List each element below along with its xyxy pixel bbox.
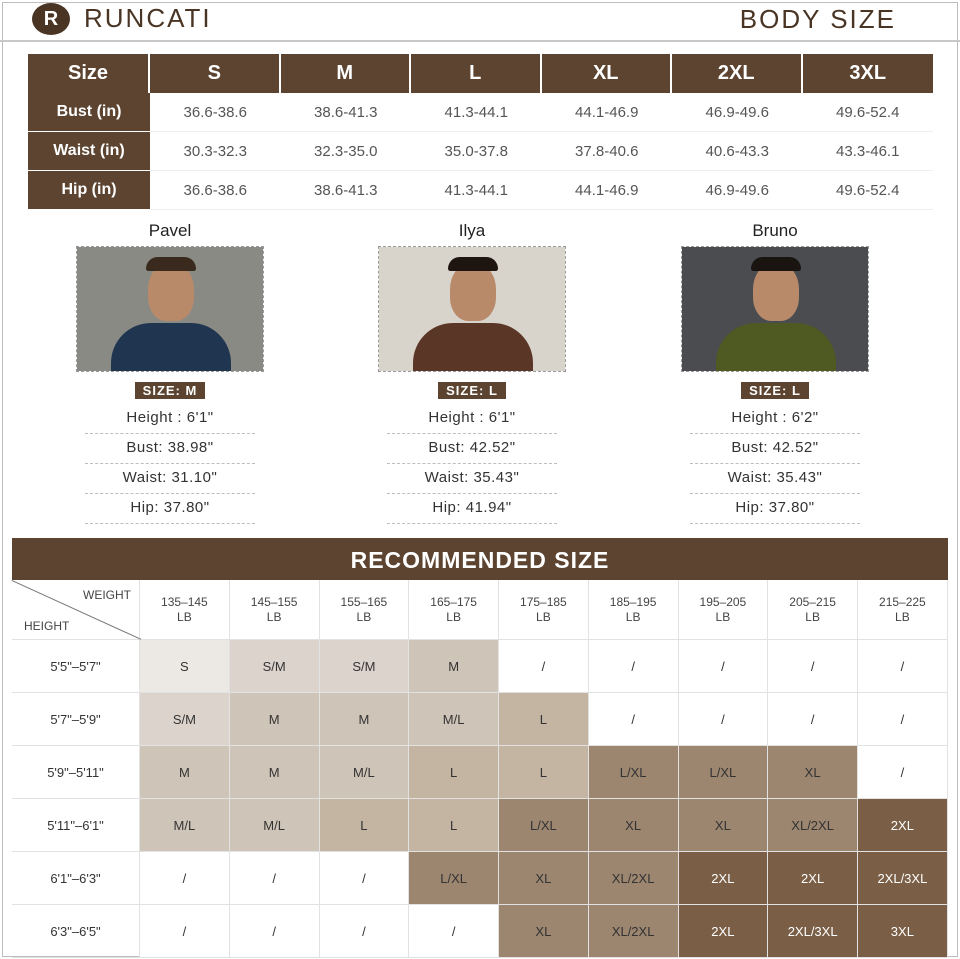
recommended-size-cell: M/L bbox=[320, 746, 410, 799]
table-row bbox=[28, 93, 933, 132]
recommended-size-cell: M bbox=[230, 746, 320, 799]
recommended-size-cell: L/XL bbox=[499, 799, 589, 852]
size-tag: SIZE: L bbox=[438, 382, 506, 399]
recommended-size-cell: 2XL bbox=[679, 905, 769, 958]
model-bust: Bust: 38.98" bbox=[85, 434, 255, 464]
brand-name: RUNCATI bbox=[84, 3, 212, 33]
recommended-size-cell: 2XL bbox=[679, 852, 769, 905]
weight-range: 205–215 bbox=[789, 594, 836, 609]
model-figure-hair bbox=[751, 257, 801, 271]
table-row bbox=[12, 799, 948, 852]
recommended-size-cell: / bbox=[320, 852, 410, 905]
table-cell: 30.3-32.3 bbox=[150, 132, 281, 171]
weight-range: 135–145 bbox=[161, 594, 208, 609]
model-name: Bruno bbox=[752, 221, 798, 240]
recommended-size-cell: XL bbox=[499, 852, 589, 905]
recommended-size-cell: 3XL bbox=[858, 905, 948, 958]
weight-range: 195–205 bbox=[699, 594, 747, 609]
weight-column-header bbox=[679, 580, 769, 640]
height-axis-label: HEIGHT bbox=[24, 619, 70, 633]
model-height: Height : 6'2" bbox=[690, 404, 860, 434]
model-figure-hair bbox=[146, 257, 196, 271]
recommended-size-cell: L bbox=[409, 746, 499, 799]
recommended-size-grid bbox=[12, 580, 948, 958]
header bbox=[0, 0, 960, 40]
recommended-size-cell: / bbox=[679, 640, 769, 693]
recommended-size-cell: M bbox=[409, 640, 499, 693]
recommended-size-cell: 2XL/3XL bbox=[858, 852, 948, 905]
recommended-size-cell: / bbox=[858, 640, 948, 693]
weight-column-header bbox=[589, 580, 679, 640]
recommended-size-cell: XL bbox=[589, 799, 679, 852]
recommended-size-cell: M bbox=[320, 693, 410, 746]
weight-unit: LB bbox=[625, 609, 641, 624]
size-column-header: L bbox=[411, 54, 542, 93]
table-cell: 37.8-40.6 bbox=[542, 132, 673, 171]
model-figure-torso bbox=[111, 323, 231, 372]
recommended-size-cell: / bbox=[320, 905, 410, 958]
table-row bbox=[12, 640, 948, 693]
recommended-size-cell: M/L bbox=[230, 799, 320, 852]
table-cell: 40.6-43.3 bbox=[672, 132, 803, 171]
recommended-size-cell: L/XL bbox=[409, 852, 499, 905]
weight-unit: LB bbox=[177, 609, 192, 624]
table-cell: 46.9-49.6 bbox=[672, 171, 803, 210]
recommended-size-cell: XL/2XL bbox=[768, 799, 858, 852]
weight-range: 175–185 bbox=[520, 594, 567, 609]
height-row-header: 5'7"–5'9" bbox=[12, 693, 140, 746]
model-card bbox=[70, 220, 270, 524]
model-waist: Waist: 31.10" bbox=[85, 464, 255, 494]
weight-range: 185–195 bbox=[609, 594, 657, 609]
recommended-size-cell: L/XL bbox=[679, 746, 769, 799]
weight-unit: LB bbox=[266, 609, 282, 624]
recommended-size-cell: / bbox=[140, 905, 230, 958]
recommended-size-cell: S/M bbox=[140, 693, 230, 746]
recommended-size-cell: 2XL bbox=[768, 852, 858, 905]
table-cell: 44.1-46.9 bbox=[542, 93, 673, 132]
table-cell: 49.6-52.4 bbox=[803, 93, 934, 132]
recommended-size-cell: 2XL bbox=[858, 799, 948, 852]
size-chart-header-row bbox=[28, 54, 933, 93]
weight-column-header bbox=[140, 580, 230, 640]
weight-range: 215–225 bbox=[879, 594, 926, 609]
model-name: Pavel bbox=[148, 221, 192, 240]
model-waist: Waist: 35.43" bbox=[690, 464, 860, 494]
size-column-header: Size bbox=[28, 54, 150, 93]
model-name: Ilya bbox=[458, 221, 486, 240]
table-cell: 41.3-44.1 bbox=[411, 93, 542, 132]
model-photo bbox=[378, 246, 566, 372]
recommended-size-cell: / bbox=[409, 905, 499, 958]
row-label: Bust (in) bbox=[28, 93, 150, 132]
size-column-header: 2XL bbox=[672, 54, 803, 93]
model-waist: Waist: 35.43" bbox=[387, 464, 557, 494]
weight-unit: LB bbox=[895, 609, 910, 624]
weight-unit: LB bbox=[536, 609, 551, 624]
weight-unit: LB bbox=[356, 609, 372, 624]
recommended-size-cell: M bbox=[230, 693, 320, 746]
logo-letter: R bbox=[43, 8, 59, 30]
recommended-size-cell: / bbox=[589, 640, 679, 693]
brand-logo-icon bbox=[32, 3, 70, 35]
recommended-size-banner bbox=[12, 538, 948, 580]
weight-unit: LB bbox=[805, 609, 820, 624]
recommended-size-cell: S bbox=[140, 640, 230, 693]
weight-range: 155–165 bbox=[340, 594, 388, 609]
weight-unit: LB bbox=[715, 609, 731, 624]
table-cell: 43.3-46.1 bbox=[803, 132, 934, 171]
recommended-size-cell: / bbox=[230, 905, 320, 958]
weight-column-header bbox=[768, 580, 858, 640]
recommended-size-cell: S/M bbox=[320, 640, 410, 693]
size-column-header: M bbox=[281, 54, 412, 93]
table-cell: 46.9-49.6 bbox=[672, 93, 803, 132]
weight-column-header bbox=[499, 580, 589, 640]
table-cell: 38.6-41.3 bbox=[281, 93, 412, 132]
weight-range: 165–175 bbox=[430, 594, 477, 609]
weight-axis-label: WEIGHT bbox=[83, 588, 131, 602]
recommended-size-cell: XL/2XL bbox=[589, 852, 679, 905]
recommended-size-cell: / bbox=[768, 640, 858, 693]
page-title: BODY SIZE bbox=[739, 4, 896, 34]
recommended-size-cell: M/L bbox=[140, 799, 230, 852]
table-cell: 32.3-35.0 bbox=[281, 132, 412, 171]
recommended-size-cell: / bbox=[499, 640, 589, 693]
model-figure-head bbox=[450, 263, 496, 321]
weight-column-header bbox=[230, 580, 320, 640]
recommended-size-cell: / bbox=[858, 693, 948, 746]
size-column-header: XL bbox=[542, 54, 673, 93]
model-card bbox=[675, 220, 875, 524]
model-height: Height : 6'1" bbox=[387, 404, 557, 434]
model-figure-torso bbox=[413, 323, 533, 372]
table-row bbox=[28, 171, 933, 210]
recommended-size-cell: / bbox=[858, 746, 948, 799]
row-label: Waist (in) bbox=[28, 132, 150, 171]
model-bust: Bust: 42.52" bbox=[690, 434, 860, 464]
height-row-header: 5'5"–5'7" bbox=[12, 640, 140, 693]
model-height: Height : 6'1" bbox=[85, 404, 255, 434]
weight-header-row bbox=[12, 580, 948, 640]
header-divider bbox=[0, 40, 960, 42]
table-cell: 38.6-41.3 bbox=[281, 171, 412, 210]
table-cell: 35.0-37.8 bbox=[411, 132, 542, 171]
model-photo bbox=[681, 246, 869, 372]
model-hip: Hip: 37.80" bbox=[85, 494, 255, 524]
weight-column-header bbox=[409, 580, 499, 640]
recommended-size-cell: XL bbox=[499, 905, 589, 958]
height-row-header: 6'1"–6'3" bbox=[12, 852, 140, 905]
recommended-size-cell: S/M bbox=[230, 640, 320, 693]
model-figure-head bbox=[148, 263, 194, 321]
recommended-size-cell: L/XL bbox=[589, 746, 679, 799]
weight-column-header bbox=[320, 580, 410, 640]
recommended-size-title: RECOMMENDED SIZE bbox=[350, 547, 610, 573]
recommended-size-cell: XL bbox=[768, 746, 858, 799]
table-row bbox=[12, 905, 948, 958]
model-figure-hair bbox=[448, 257, 498, 271]
recommended-size-cell: / bbox=[679, 693, 769, 746]
recommended-size-cell: L bbox=[409, 799, 499, 852]
table-row bbox=[12, 746, 948, 799]
model-bust: Bust: 42.52" bbox=[387, 434, 557, 464]
recommended-size-cell: L bbox=[320, 799, 410, 852]
weight-column-header bbox=[858, 580, 948, 640]
size-tag: SIZE: M bbox=[135, 382, 206, 399]
row-label: Hip (in) bbox=[28, 171, 150, 210]
size-chart-table bbox=[28, 54, 933, 210]
table-cell: 41.3-44.1 bbox=[411, 171, 542, 210]
recommended-size-cell: L bbox=[499, 746, 589, 799]
weight-range: 145–155 bbox=[250, 594, 298, 609]
recommended-size-cell: M/L bbox=[409, 693, 499, 746]
recommended-size-cell: / bbox=[768, 693, 858, 746]
recommended-size-cell: L bbox=[499, 693, 589, 746]
weight-unit: LB bbox=[446, 609, 461, 624]
recommended-size-cell: 2XL/3XL bbox=[768, 905, 858, 958]
model-figure-head bbox=[753, 263, 799, 321]
size-column-header: 3XL bbox=[803, 54, 934, 93]
model-photo bbox=[76, 246, 264, 372]
recommended-size-cell: XL bbox=[679, 799, 769, 852]
table-row bbox=[12, 852, 948, 905]
recommended-size-cell: XL/2XL bbox=[589, 905, 679, 958]
recommended-size-cell: M bbox=[140, 746, 230, 799]
table-cell: 36.6-38.6 bbox=[150, 93, 281, 132]
recommended-size-cell: / bbox=[230, 852, 320, 905]
model-figure-torso bbox=[716, 323, 836, 372]
recommended-size-cell: / bbox=[140, 852, 230, 905]
grid-corner bbox=[12, 580, 140, 640]
size-column-header: S bbox=[150, 54, 281, 93]
height-row-header: 5'9"–5'11" bbox=[12, 746, 140, 799]
table-cell: 49.6-52.4 bbox=[803, 171, 934, 210]
height-row-header: 6'3"–6'5" bbox=[12, 905, 140, 958]
recommended-size-cell: / bbox=[589, 693, 679, 746]
model-hip: Hip: 41.94" bbox=[387, 494, 557, 524]
table-cell: 44.1-46.9 bbox=[542, 171, 673, 210]
table-cell: 36.6-38.6 bbox=[150, 171, 281, 210]
height-row-header: 5'11"–6'1" bbox=[12, 799, 140, 852]
table-row bbox=[28, 132, 933, 171]
size-tag: SIZE: L bbox=[741, 382, 809, 399]
model-card bbox=[372, 220, 572, 524]
model-hip: Hip: 37.80" bbox=[690, 494, 860, 524]
table-row bbox=[12, 693, 948, 746]
